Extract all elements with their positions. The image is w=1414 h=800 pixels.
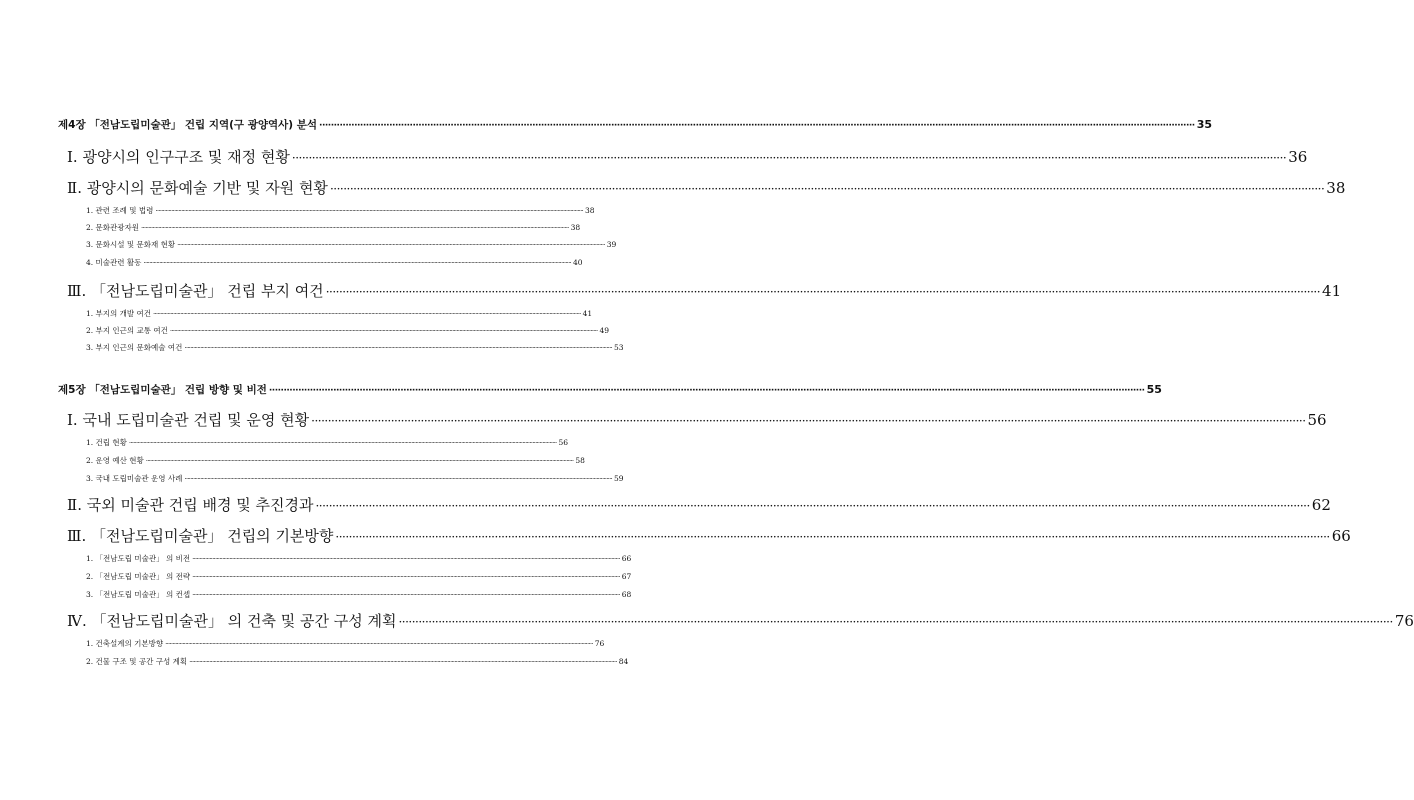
subsection-title: 3. 문화시설 및 문화재 현황 xyxy=(86,240,176,249)
subsection-entry[interactable] xyxy=(86,656,629,667)
section-title: Ⅰ. 국내 도립미술관 건립 및 운영 현황 xyxy=(67,411,310,429)
page-number: 68 xyxy=(621,590,632,599)
subsection-title: 2. 「전남도립 미술관」 의 전략 xyxy=(86,572,191,581)
section-entry[interactable] xyxy=(67,280,1342,301)
dot-leader: ············································································································································································································································································································ xyxy=(143,259,571,267)
subsection-title: 2. 건물 구조 및 공간 구성 계획 xyxy=(86,657,188,666)
subsection-title: 2. 문화관광자원 xyxy=(86,223,140,232)
section-entry[interactable] xyxy=(67,146,1308,167)
page-number: 56 xyxy=(558,438,568,447)
dot-leader: ············································································································································································································································································································ xyxy=(189,658,617,666)
page-number: 53 xyxy=(613,343,624,352)
subsection-entry[interactable] xyxy=(86,553,632,564)
subsection-entry[interactable] xyxy=(86,473,624,484)
dot-leader: ············································································································································································································································································································ xyxy=(177,241,605,249)
dot-leader: ············································································································································································································································································································ xyxy=(155,207,583,215)
dot-leader: ············································································································································································································································································································ xyxy=(184,475,612,483)
subsection-entry[interactable] xyxy=(86,325,609,336)
page-number: 66 xyxy=(621,554,632,563)
subsection-entry[interactable] xyxy=(86,455,585,466)
page-number: 66 xyxy=(1331,527,1351,545)
subsection-entry[interactable] xyxy=(86,239,617,250)
subsection-title: 1. 건축설계의 기본방향 xyxy=(86,639,164,648)
section-entry[interactable] xyxy=(67,610,1414,631)
subsection-title: 2. 부지 인근의 교통 여건 xyxy=(86,326,168,335)
subsection-entry[interactable] xyxy=(86,437,568,448)
subsection-entry[interactable] xyxy=(86,342,624,353)
page-number: 58 xyxy=(575,456,585,465)
section-title: Ⅲ. 「전남도립미술관」 건립의 기본방향 xyxy=(67,527,334,545)
section-title: Ⅱ. 광양시의 문화예술 기반 및 자원 현황 xyxy=(67,179,328,197)
dot-leader: ············································································································································································································································································································ xyxy=(268,386,1145,396)
page-number: 40 xyxy=(572,258,583,267)
dot-leader: ············································································································································································································································································································ xyxy=(153,310,581,318)
dot-leader: ············································································································································································································································································································ xyxy=(128,439,557,447)
chapter-title: 제4장 「전남도립미술관」 건립 지역(구 광양역사) 분석 xyxy=(58,119,318,131)
section-title: Ⅱ. 국외 미술관 건립 배경 및 추진경과 xyxy=(67,496,314,514)
page-number: 38 xyxy=(584,206,595,215)
section-title: Ⅳ. 「전남도립미술관」 의 건축 및 공간 구성 계획 xyxy=(67,612,397,630)
dot-leader: ············································································································································································································································································································ xyxy=(329,182,1325,196)
subsection-title: 3. 국내 도립미술관 운영 사례 xyxy=(86,474,183,483)
page-number: 36 xyxy=(1288,148,1308,166)
page-number: 41 xyxy=(582,309,593,318)
subsection-title: 1. 「전남도립 미술관」 의 비전 xyxy=(86,554,191,563)
page-number: 38 xyxy=(1326,179,1346,197)
subsection-entry[interactable] xyxy=(86,308,593,319)
subsection-title: 1. 건립 현황 xyxy=(86,438,127,447)
subsection-entry[interactable] xyxy=(86,571,632,582)
page-number: 67 xyxy=(621,572,632,581)
dot-leader: ············································································································································································································································································································ xyxy=(315,499,1310,513)
chapter-entry[interactable] xyxy=(58,117,1213,132)
page-number: 59 xyxy=(613,474,624,483)
dot-leader: ············································································································································································································································································································ xyxy=(192,555,620,563)
page-number: 84 xyxy=(618,657,629,666)
dot-leader: ············································································································································································································································································································ xyxy=(141,224,569,232)
section-entry[interactable] xyxy=(67,177,1346,198)
dot-leader: ············································································································································································································································································································ xyxy=(335,530,1330,544)
subsection-entry[interactable] xyxy=(86,257,583,268)
section-entry[interactable] xyxy=(67,409,1327,430)
subsection-entry[interactable] xyxy=(86,205,595,216)
page-number: 62 xyxy=(1311,496,1331,514)
dot-leader: ············································································································································································································································································································ xyxy=(165,640,593,648)
section-title: Ⅲ. 「전남도립미술관」 건립 부지 여건 xyxy=(67,282,324,300)
page-number: 76 xyxy=(1394,612,1414,630)
dot-leader: ············································································································································································································································································································ xyxy=(192,573,620,581)
subsection-entry[interactable] xyxy=(86,589,632,600)
subsection-title: 3. 「전남도립 미술관」 의 컨셉 xyxy=(86,590,191,599)
page-number: 38 xyxy=(570,223,581,232)
page-number: 35 xyxy=(1196,118,1213,131)
dot-leader: ············································································································································································································································································································ xyxy=(319,121,1195,131)
page-number: 39 xyxy=(606,240,617,249)
section-entry[interactable] xyxy=(67,525,1351,546)
dot-leader: ············································································································································································································································································································ xyxy=(311,414,1306,428)
dot-leader: ············································································································································································································································································································ xyxy=(145,457,574,465)
subsection-entry[interactable] xyxy=(86,222,581,233)
subsection-title: 2. 운영 예산 현황 xyxy=(86,456,144,465)
page-number: 49 xyxy=(599,326,609,335)
page-number: 55 xyxy=(1146,383,1162,396)
chapter-title: 제5장 「전남도립미술관」 건립 방향 및 비전 xyxy=(58,384,267,396)
subsection-title: 1. 부지의 개발 여건 xyxy=(86,309,152,318)
section-entry[interactable] xyxy=(67,494,1331,515)
dot-leader: ············································································································································································································································································································ xyxy=(398,615,1393,629)
section-title: Ⅰ. 광양시의 인구구조 및 재정 현황 xyxy=(67,148,290,166)
page-number: 56 xyxy=(1307,411,1327,429)
dot-leader: ············································································································································································································································································································ xyxy=(169,327,598,335)
chapter-entry[interactable] xyxy=(58,382,1162,397)
dot-leader: ············································································································································································································································································································ xyxy=(184,344,612,352)
subsection-title: 3. 부지 인근의 문화예술 여건 xyxy=(86,343,183,352)
subsection-entry[interactable] xyxy=(86,638,605,649)
page-number: 76 xyxy=(594,639,605,648)
dot-leader: ············································································································································································································································································································ xyxy=(291,151,1287,165)
dot-leader: ············································································································································································································································································································ xyxy=(325,285,1321,299)
page-number: 41 xyxy=(1322,282,1342,300)
dot-leader: ············································································································································································································································································································ xyxy=(192,591,620,599)
subsection-title: 1. 관련 조례 및 법령 xyxy=(86,206,154,215)
subsection-title: 4. 미술관련 활동 xyxy=(86,258,142,267)
